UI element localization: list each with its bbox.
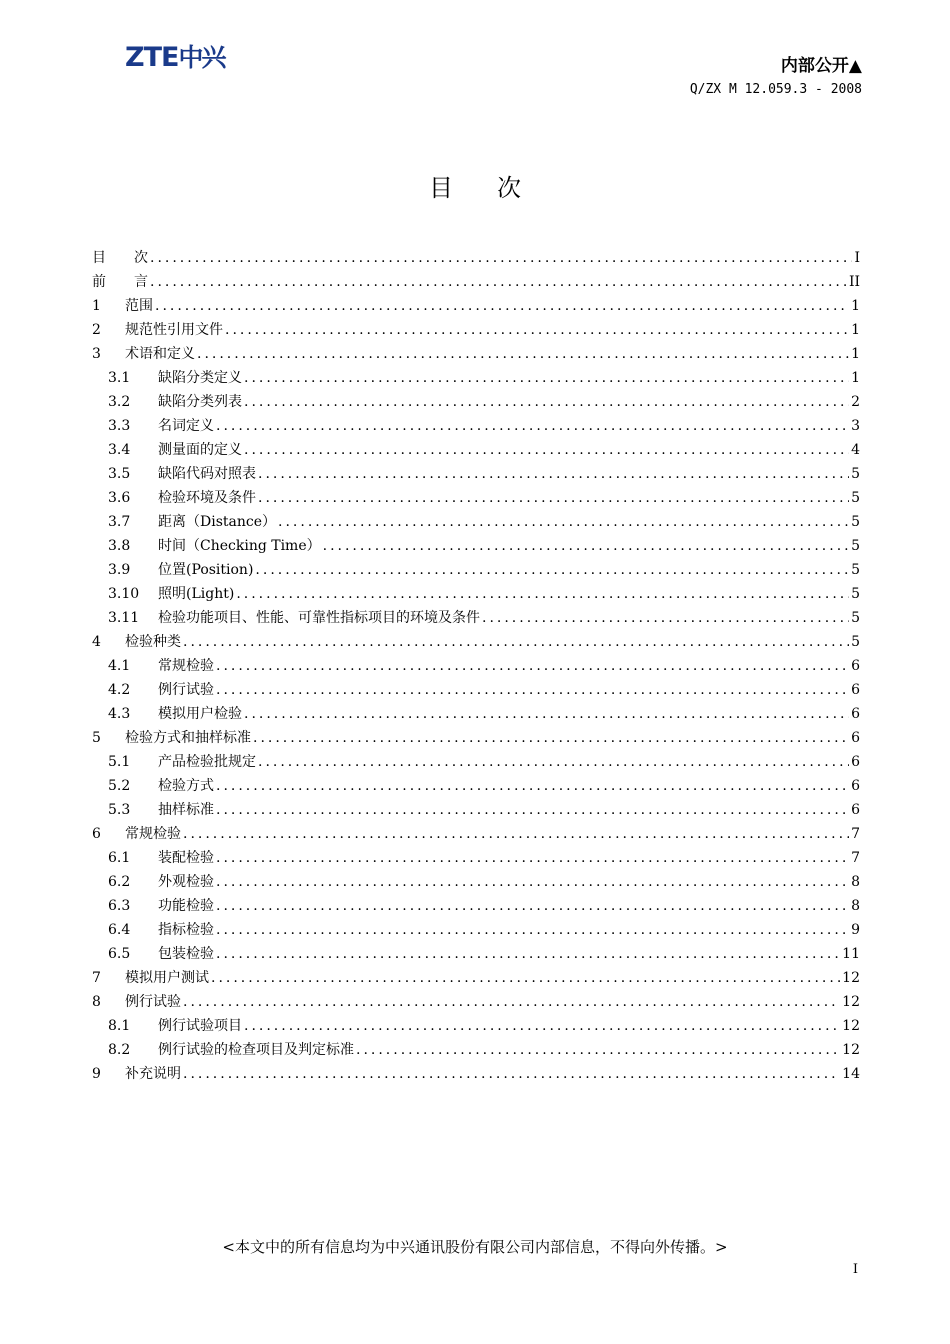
toc-entry-page: 6 [851,778,860,794]
toc-leader-dots [244,366,849,390]
toc-entry-page: 12 [842,970,860,986]
toc-entry-page: 6 [851,802,860,818]
toc-entry-title: 缺陷代码对照表 [158,466,256,482]
toc-entry-page: 9 [851,922,860,938]
toc-entry[interactable] [92,342,860,366]
toc-entry-number: 3.1 [108,370,131,386]
toc-entry[interactable] [92,294,860,318]
toc-leader-dots [150,270,847,294]
zte-logo [125,44,224,71]
toc-entry[interactable] [92,678,860,702]
toc-entry[interactable] [92,462,860,486]
toc-entry-page: 12 [842,1018,860,1034]
toc-entry-page: 5 [851,634,860,650]
toc-leader-dots [216,414,849,438]
toc-entry-title: 模拟用户测试 [125,970,209,986]
toc-entry-title: 前言 [92,274,176,290]
toc-entry-title: 例行试验项目 [158,1018,242,1034]
toc-entry-number: 3.7 [108,514,131,530]
toc-entry-page: 7 [851,850,860,866]
toc-entry-page: 6 [851,730,860,746]
toc-entry[interactable] [92,366,860,390]
toc-entry-title: 包装检验 [158,946,214,962]
toc-entry-page: 1 [851,346,860,362]
toc-entry[interactable] [92,606,860,630]
toc-leader-dots [216,678,849,702]
toc-entry-title: 检验方式 [158,778,214,794]
toc-entry-title: 范围 [125,298,153,314]
toc-entry-page: 7 [851,826,860,842]
toc-entry[interactable] [92,654,860,678]
toc-leader-dots [244,1014,840,1038]
toc-entry-page: 5 [851,610,860,626]
toc-entry[interactable] [92,318,860,342]
toc-entry-number: 8.1 [108,1018,131,1034]
toc-entry-page: 6 [851,706,860,722]
toc-entry-page: 6 [851,658,860,674]
toc-entry[interactable] [92,774,860,798]
toc-entry-number: 5.3 [108,802,131,818]
toc-entry-number: 3.3 [108,418,131,434]
logo-latin: ZTE [125,42,179,73]
toc-entry-title: 位置(Position) [158,562,254,578]
toc-entry-number: 3.10 [108,586,140,602]
toc-entry-number: 6.1 [108,850,131,866]
toc-entry-number: 3.2 [108,394,131,410]
toc-leader-dots [278,510,849,534]
toc-entry-title: 外观检验 [158,874,214,890]
toc-entry-number: 6.4 [108,922,131,938]
toc-entry-number: 6.2 [108,874,131,890]
toc-leader-dots [216,894,849,918]
toc-entry-title: 例行试验 [125,994,181,1010]
toc-entry[interactable] [92,702,860,726]
toc-leader-dots [155,294,849,318]
toc-entry[interactable] [92,390,860,414]
toc-entry-page: 8 [851,898,860,914]
toc-leader-dots [244,390,849,414]
toc-entry-number: 6.5 [108,946,131,962]
toc-leader-dots [244,438,849,462]
toc-entry[interactable] [92,582,860,606]
logo-cn: 中兴 [178,43,225,72]
toc-leader-dots [183,822,849,846]
toc-leader-dots [356,1038,840,1062]
toc-entry-number: 8 [92,994,101,1010]
toc-leader-dots [225,318,849,342]
page-title: 目次 [429,174,565,202]
toc-entry-number: 2 [92,322,101,338]
toc-entry-page: 5 [851,490,860,506]
toc-entry-title: 常规检验 [158,658,214,674]
toc-entry-number: 5.2 [108,778,131,794]
toc-leader-dots [197,342,849,366]
toc-entry-title: 照明(Light) [158,586,235,602]
toc-entry-number: 3.8 [108,538,131,554]
toc-entry-number: 3.5 [108,466,131,482]
toc-entry-title: 检验方式和抽样标准 [125,730,251,746]
toc-entry-page: 11 [842,946,860,962]
toc-entry-number: 9 [92,1066,101,1082]
toc-entry-title: 缺陷分类列表 [158,394,242,410]
toc-leader-dots [236,582,849,606]
toc-entry-number: 4.3 [108,706,131,722]
toc-entry-title: 例行试验 [158,682,214,698]
toc-entry[interactable] [92,630,860,654]
toc-entry-number: 3 [92,346,101,362]
toc-entry-title: 术语和定义 [125,346,195,362]
toc-leader-dots [183,630,849,654]
toc-entry[interactable] [92,966,860,990]
toc-entry-title: 缺陷分类定义 [158,370,242,386]
toc-leader-dots [258,486,849,510]
toc-leader-dots [150,246,852,270]
toc-entry-title: 指标检验 [158,922,214,938]
toc-entry-page: 12 [842,1042,860,1058]
toc-entry-title: 抽样标准 [158,802,214,818]
toc-leader-dots [244,702,849,726]
toc-entry-number: 4.2 [108,682,131,698]
toc-entry-page: 5 [851,562,860,578]
toc-leader-dots [216,942,840,966]
toc-entry-page: 1 [851,298,860,314]
toc-entry-page: 3 [851,418,860,434]
toc-entry[interactable] [92,1062,860,1086]
toc-entry-page: 5 [851,586,860,602]
toc-entry-title: 时间（Checking Time） [158,538,321,554]
toc-entry-number: 7 [92,970,101,986]
toc-leader-dots [253,726,849,750]
toc-entry[interactable] [92,414,860,438]
toc-entry-page: 2 [851,394,860,410]
toc-entry[interactable] [92,270,860,294]
toc-entry[interactable] [92,246,860,270]
toc-entry-page: 5 [851,514,860,530]
toc-entry-page: 14 [842,1066,860,1082]
toc-entry-title: 名词定义 [158,418,214,434]
toc-entry[interactable] [92,846,860,870]
toc-entry-title: 规范性引用文件 [125,322,223,338]
toc-entry-number: 4.1 [108,658,131,674]
toc-leader-dots [216,654,849,678]
toc-entry-number: 4 [92,634,101,650]
toc-entry-title: 装配检验 [158,850,214,866]
toc-leader-dots [258,750,849,774]
toc-entry[interactable] [92,990,860,1014]
table-of-contents [92,246,860,1086]
toc-entry[interactable] [92,798,860,822]
toc-entry-number: 3.4 [108,442,131,458]
toc-entry-number: 1 [92,298,101,314]
toc-entry[interactable] [92,918,860,942]
toc-leader-dots [255,558,849,582]
toc-entry-page: 1 [851,322,860,338]
toc-entry-number: 6 [92,826,101,842]
toc-entry[interactable] [92,438,860,462]
toc-entry[interactable] [92,1038,860,1062]
toc-entry-title: 模拟用户检验 [158,706,242,722]
toc-entry-number: 3.9 [108,562,131,578]
toc-entry-page: 5 [851,466,860,482]
toc-entry-number: 6.3 [108,898,131,914]
toc-entry-number: 3.11 [108,610,140,626]
toc-entry-title: 检验功能项目、性能、可靠性指标项目的环境及条件 [158,610,480,626]
toc-leader-dots [482,606,849,630]
toc-entry[interactable] [92,726,860,750]
toc-entry-page: 12 [842,994,860,1010]
toc-entry[interactable] [92,534,860,558]
toc-leader-dots [216,918,849,942]
toc-entry-title: 补充说明 [125,1066,181,1082]
toc-entry-page: 5 [851,538,860,554]
toc-leader-dots [216,870,849,894]
toc-entry-page: 8 [851,874,860,890]
toc-leader-dots [323,534,849,558]
toc-entry-title: 常规检验 [125,826,181,842]
toc-entry[interactable] [92,942,860,966]
toc-entry-title: 功能检验 [158,898,214,914]
classification-label: 内部公开▲ [780,56,862,76]
toc-entry-page: I [854,250,860,266]
toc-entry[interactable] [92,510,860,534]
toc-entry-page: 1 [851,370,860,386]
toc-entry[interactable] [92,558,860,582]
toc-leader-dots [216,846,849,870]
toc-leader-dots [216,798,849,822]
toc-leader-dots [183,1062,840,1086]
toc-leader-dots [258,462,849,486]
toc-entry[interactable] [92,894,860,918]
toc-entry-title: 检验环境及条件 [158,490,256,506]
toc-entry[interactable] [92,1014,860,1038]
toc-leader-dots [211,966,840,990]
toc-entry[interactable] [92,486,860,510]
toc-entry-title: 目次 [92,250,176,266]
toc-entry-title: 产品检验批规定 [158,754,256,770]
toc-entry[interactable] [92,750,860,774]
toc-entry-number: 8.2 [108,1042,131,1058]
toc-entry-title: 距离（Distance） [158,514,277,530]
toc-entry-number: 5.1 [108,754,131,770]
toc-entry-page: 6 [851,754,860,770]
toc-leader-dots [183,990,840,1014]
toc-entry-page: II [848,274,860,290]
toc-entry-title: 测量面的定义 [158,442,242,458]
toc-entry-page: 4 [851,442,860,458]
toc-entry-number: 3.6 [108,490,131,506]
toc-entry-title: 检验种类 [125,634,181,650]
page-number: I [852,1262,858,1277]
document-number: Q/ZX M 12.059.3 - 2008 [689,82,862,97]
toc-entry-number: 5 [92,730,101,746]
toc-entry[interactable] [92,822,860,846]
toc-entry[interactable] [92,870,860,894]
toc-entry-title: 例行试验的检查项目及判定标准 [158,1042,354,1058]
toc-leader-dots [216,774,849,798]
confidentiality-footer: <本文中的所有信息均为中兴通讯股份有限公司内部信息，不得向外传播。> [222,1238,728,1256]
toc-entry-page: 6 [851,682,860,698]
